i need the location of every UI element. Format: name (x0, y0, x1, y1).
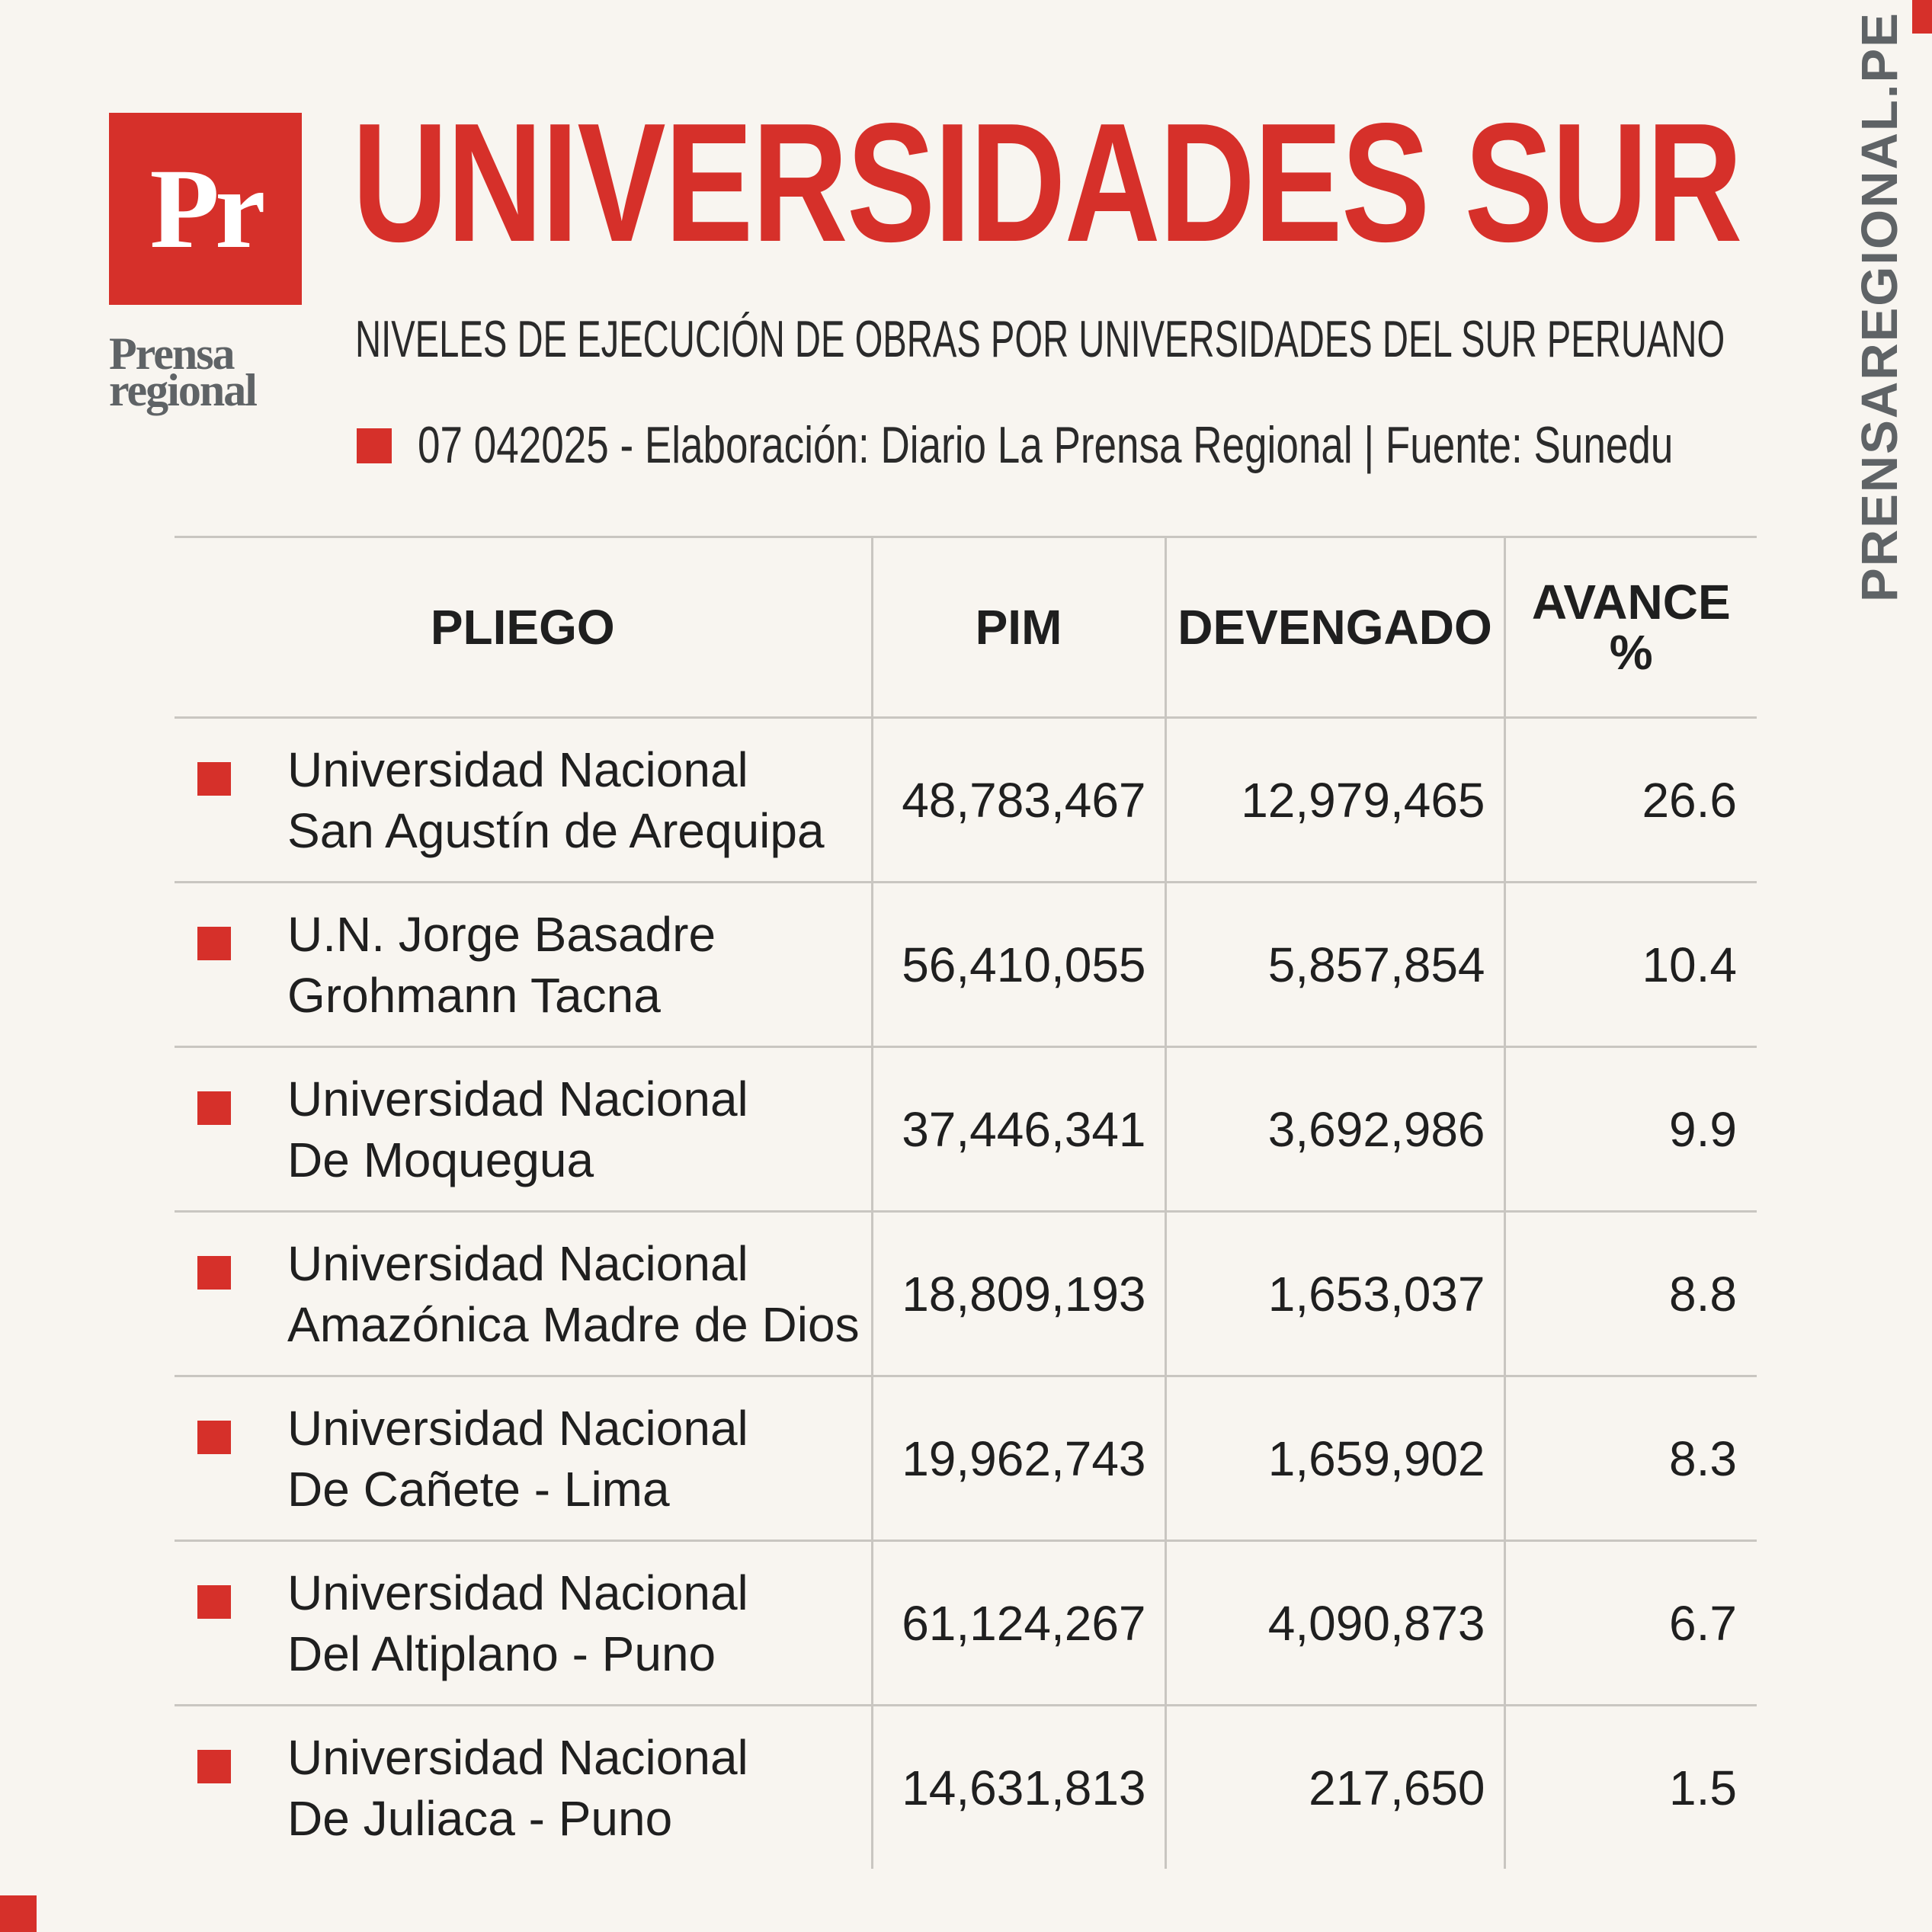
pliego-name-line1: Universidad Nacional (287, 1729, 748, 1785)
table-row (175, 1706, 1757, 1870)
pliego-name-line2: Grohmann Tacna (287, 967, 661, 1023)
row-bullet-icon (197, 1091, 231, 1125)
cell-devengado: 217,650 (1165, 1706, 1504, 1870)
pliego-name-line1: Universidad Nacional (287, 742, 748, 797)
pliego-name-line2: San Agustín de Arequipa (287, 803, 825, 858)
cell-pliego (175, 1212, 872, 1376)
table-header-row (175, 537, 1757, 718)
logo-wordmark-line1: Prensa (109, 328, 234, 379)
cell-devengado: 4,090,873 (1165, 1541, 1504, 1706)
source-bullet-icon (357, 428, 392, 463)
cell-pim: 56,410,055 (872, 883, 1165, 1047)
pliego-name-line2: De Juliaca - Puno (287, 1790, 673, 1846)
corner-accent-top-right (1912, 0, 1932, 34)
pliego-name-line2: Amazónica Madre de Dios (287, 1296, 860, 1352)
row-bullet-icon (197, 1421, 231, 1454)
cell-avance: 6.7 (1504, 1541, 1757, 1706)
page-subtitle: NIVELES DE EJECUCIÓN DE OBRAS POR UNIVERSIDADES DEL SUR PERUANO (355, 310, 1725, 368)
cell-pim: 14,631,813 (872, 1706, 1165, 1870)
pliego-name-line1: Universidad Nacional (287, 1071, 748, 1126)
cell-pliego (175, 1047, 872, 1212)
cell-devengado: 5,857,854 (1165, 883, 1504, 1047)
cell-pliego (175, 1541, 872, 1706)
table-row (175, 1212, 1757, 1376)
header-avance (1504, 537, 1757, 718)
row-bullet-icon (197, 1750, 231, 1783)
cell-pim: 18,809,193 (872, 1212, 1165, 1376)
pliego-name-line1: Universidad Nacional (287, 1235, 748, 1291)
cell-avance: 26.6 (1504, 718, 1757, 883)
row-bullet-icon (197, 927, 231, 960)
corner-accent-bottom-left (0, 1895, 37, 1932)
pliego-name-line1: U.N. Jorge Basadre (287, 906, 716, 962)
pliego-name-line2: De Cañete - Lima (287, 1461, 670, 1517)
cell-avance: 1.5 (1504, 1706, 1757, 1870)
header-avance-label: AVANCE (1531, 575, 1731, 630)
page-title: UNIVERSIDADES SUR (352, 88, 1741, 277)
row-bullet-icon (197, 1585, 231, 1619)
header-pim: PIM (872, 537, 1165, 718)
header-devengado: DEVENGADO (1165, 537, 1504, 718)
table-row (175, 1541, 1757, 1706)
cell-pliego (175, 718, 872, 883)
cell-avance: 8.3 (1504, 1376, 1757, 1541)
source-text: 07 042025 - Elaboración: Diario La Prensa Regional | Fuente: Sunedu (418, 416, 1674, 474)
cell-pliego (175, 1706, 872, 1870)
cell-devengado: 3,692,986 (1165, 1047, 1504, 1212)
cell-pim: 19,962,743 (872, 1376, 1165, 1541)
table-row (175, 883, 1757, 1047)
cell-devengado: 12,979,465 (1165, 718, 1504, 883)
pliego-name-line1: Universidad Nacional (287, 1565, 748, 1620)
header-pliego: PLIEGO (175, 537, 872, 718)
header-avance-unit: % (1609, 625, 1653, 680)
table-row (175, 718, 1757, 883)
cell-devengado: 1,653,037 (1165, 1212, 1504, 1376)
pliego-name-line2: De Moquegua (287, 1132, 594, 1187)
logo-mark: Pr (109, 113, 302, 305)
cell-pim: 37,446,341 (872, 1047, 1165, 1212)
cell-avance: 9.9 (1504, 1047, 1757, 1212)
cell-avance: 8.8 (1504, 1212, 1757, 1376)
row-bullet-icon (197, 1256, 231, 1290)
cell-avance: 10.4 (1504, 883, 1757, 1047)
pliego-name-line2: Del Altiplano - Puno (287, 1626, 716, 1681)
table-row (175, 1376, 1757, 1541)
cell-pim: 48,783,467 (872, 718, 1165, 883)
pliego-name-line1: Universidad Nacional (287, 1400, 748, 1456)
cell-pliego (175, 883, 872, 1047)
execution-table (175, 536, 1757, 1869)
table-row (175, 1047, 1757, 1212)
cell-devengado: 1,659,902 (1165, 1376, 1504, 1541)
cell-pim: 61,124,267 (872, 1541, 1165, 1706)
logo-wordmark-line2: regional (109, 365, 256, 415)
row-bullet-icon (197, 762, 231, 796)
side-url: PRENSAREGIONAL.PE (1851, 11, 1908, 602)
cell-pliego (175, 1376, 872, 1541)
logo-wordmark (109, 328, 307, 415)
